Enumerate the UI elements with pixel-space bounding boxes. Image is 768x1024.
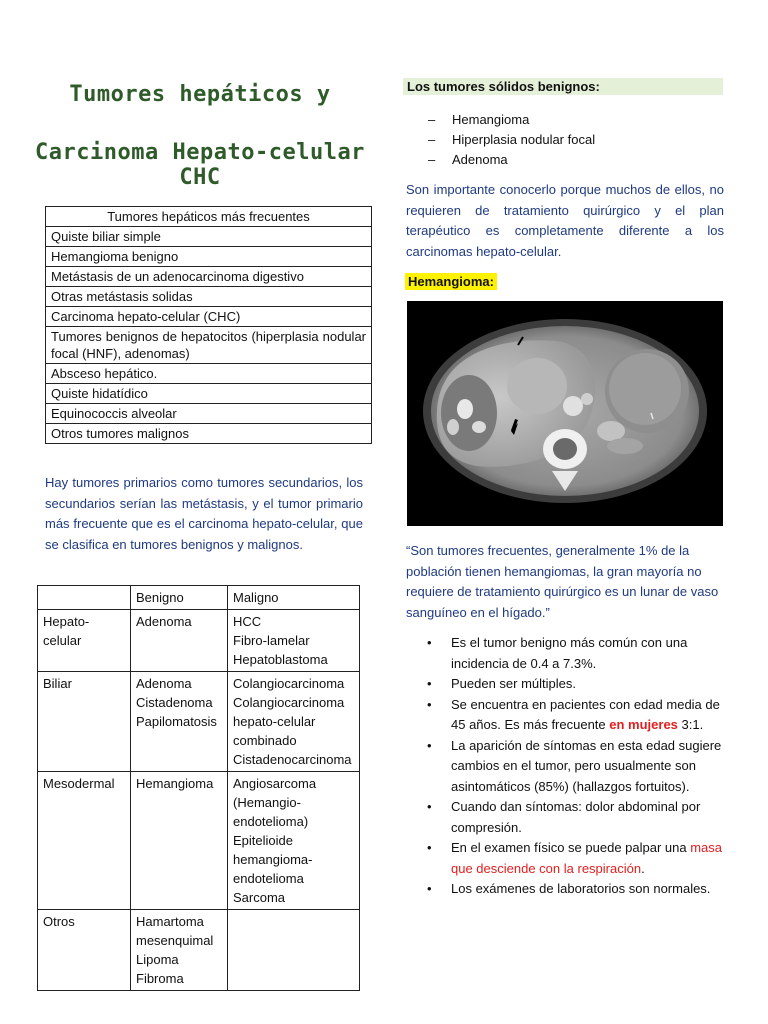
fact-text: Cuando dan síntomas: dolor abdominal por compresión.	[451, 799, 701, 835]
benign-item: Fibroma	[136, 971, 184, 986]
malign-item: endotelioma)	[233, 814, 309, 829]
fact-text: .	[641, 860, 645, 876]
list-item	[425, 838, 725, 879]
fact-text: Es el tumor benigno más común con una incidencia de 0.4 a 7.3%.	[451, 635, 688, 671]
frequent-table-row: Quiste hidatídico	[46, 384, 372, 404]
hemangioma-label: Hemangioma:	[405, 273, 497, 290]
list-item: – Hiperplasia nodular focal	[428, 130, 595, 150]
fact-text: Los exámenes de laboratorios son normales.	[451, 881, 711, 896]
fact-text: En el examen físico se puede palpar una	[451, 840, 691, 855]
fact-text: 3:1.	[677, 717, 704, 732]
malign-item: combinado	[233, 733, 297, 748]
table-row	[38, 610, 360, 672]
hemangioma-facts-list	[425, 633, 725, 900]
malign-item: Colangiocarcinoma	[233, 695, 345, 710]
list-item	[425, 674, 725, 695]
classification-header-benign: Benigno	[131, 586, 228, 610]
frequent-table-row: Metástasis de un adenocarcinoma digestivo	[46, 267, 372, 287]
page-title-line2: Carcinoma Hepato-celular CHC	[35, 140, 365, 190]
fact-text: Se encuentra en pacientes con edad media de 45 años. Es más frecuente	[451, 696, 720, 732]
malign-item: Fibro-lamelar	[233, 633, 310, 648]
classification-header-malign: Maligno	[228, 586, 360, 610]
classification-malign-cell	[228, 910, 360, 991]
classification-type: Mesodermal	[38, 772, 131, 910]
hemangioma-quote: “Son tumores frecuentes, generalmente 1% de la población tienen hemangiomas, la gran mayoría no requiere de tratamiento quirúrgico es un lunar de vaso sanguíneo en el hígado.”	[406, 543, 719, 620]
classification-type: Hepato-celular	[38, 610, 131, 672]
benign-item: Hamartoma	[136, 914, 204, 929]
malign-item: Epitelioide	[233, 833, 293, 848]
benign-item: mesenquimal	[136, 933, 214, 948]
benign-item: Hemangioma	[136, 776, 214, 791]
frequent-tumors-table	[45, 206, 372, 444]
classification-table	[37, 585, 360, 991]
malign-item: endotelioma	[233, 871, 304, 886]
classification-malign-cell	[228, 772, 360, 910]
classification-benign-cell	[131, 610, 228, 672]
frequent-table-row: Tumores benignos de hepatocitos (hiperplasia nodular focal (HNF), adenomas)	[46, 327, 372, 364]
classification-malign-cell	[228, 610, 360, 672]
table-row	[38, 772, 360, 910]
frequent-table-row: Hemangioma benigno	[46, 247, 372, 267]
fact-text: La aparición de síntomas en esta edad sugiere cambios en el tumor, pero usualmente son asintomáticos (85%) (hallazgos fortuitos).	[451, 737, 722, 794]
classification-malign-cell	[228, 672, 360, 772]
table-row	[38, 672, 360, 772]
table-row	[38, 910, 360, 991]
benign-item: Papilomatosis	[136, 714, 217, 729]
malign-item: (Hemangio-	[233, 795, 301, 810]
benign-tumors-list	[428, 110, 595, 170]
malign-item: hepato-celular	[233, 714, 316, 729]
fact-highlight: en mujeres	[609, 717, 678, 732]
list-item	[425, 879, 725, 900]
importance-paragraph: Son importante conocerlo porque muchos de ellos, no requieren de tratamiento quirúrgico y el plan terapéutico es completamente diferente a los carcinomas hepato-celular.	[406, 182, 724, 259]
benign-solid-tumors-heading: Los tumores sólidos benignos:	[403, 78, 723, 95]
classification-type: Biliar	[38, 672, 131, 772]
frequent-table-row: Quiste biliar simple	[46, 227, 372, 247]
benign-item: Adenoma	[136, 676, 192, 691]
list-item	[425, 797, 725, 838]
list-item	[425, 695, 725, 736]
malign-item: Sarcoma	[233, 890, 286, 905]
frequent-table-header: Tumores hepáticos más frecuentes	[46, 207, 372, 227]
ct-scan-image	[407, 301, 723, 526]
benign-item: Adenoma	[136, 614, 192, 629]
list-item	[425, 633, 725, 674]
classification-benign-cell	[131, 672, 228, 772]
malign-item: Hepatoblastoma	[233, 652, 328, 667]
list-item: – Adenoma	[428, 150, 595, 170]
list-item	[425, 736, 725, 798]
frequent-table-row: Otros tumores malignos	[46, 424, 372, 444]
classification-header-empty	[38, 586, 131, 610]
benign-item: Lipoma	[136, 952, 179, 967]
classification-benign-cell	[131, 772, 228, 910]
list-item: – Hemangioma	[428, 110, 595, 130]
frequent-table-row: Absceso hepático.	[46, 364, 372, 384]
page-title-line1: Tumores hepáticos y	[69, 82, 331, 107]
malign-item: Angiosarcoma	[233, 776, 317, 791]
classification-type: Otros	[38, 910, 131, 991]
malign-item: Cistadenocarcinoma	[233, 752, 352, 767]
ct-scan-illustration	[407, 301, 723, 526]
frequent-table-row: Otras metástasis solidas	[46, 287, 372, 307]
intro-paragraph: Hay tumores primarios como tumores secundarios, los secundarios serían las metástasis, y el tumor primario más frecuente que es el carcinoma hepato-celular, que se clasifica en tumores benignos y malignos.	[45, 475, 363, 552]
fact-highlight: masa que desciende con la respiración	[451, 840, 723, 876]
malign-item: hemangioma-	[233, 852, 313, 867]
classification-benign-cell	[131, 910, 228, 991]
frequent-table-row: Carcinoma hepato-celular (CHC)	[46, 307, 372, 327]
malign-item: Colangiocarcinoma	[233, 676, 345, 691]
benign-item: Cistadenoma	[136, 695, 213, 710]
fact-text: Pueden ser múltiples.	[451, 676, 577, 691]
frequent-table-row: Equinococcis alveolar	[46, 404, 372, 424]
malign-item: HCC	[233, 614, 262, 629]
